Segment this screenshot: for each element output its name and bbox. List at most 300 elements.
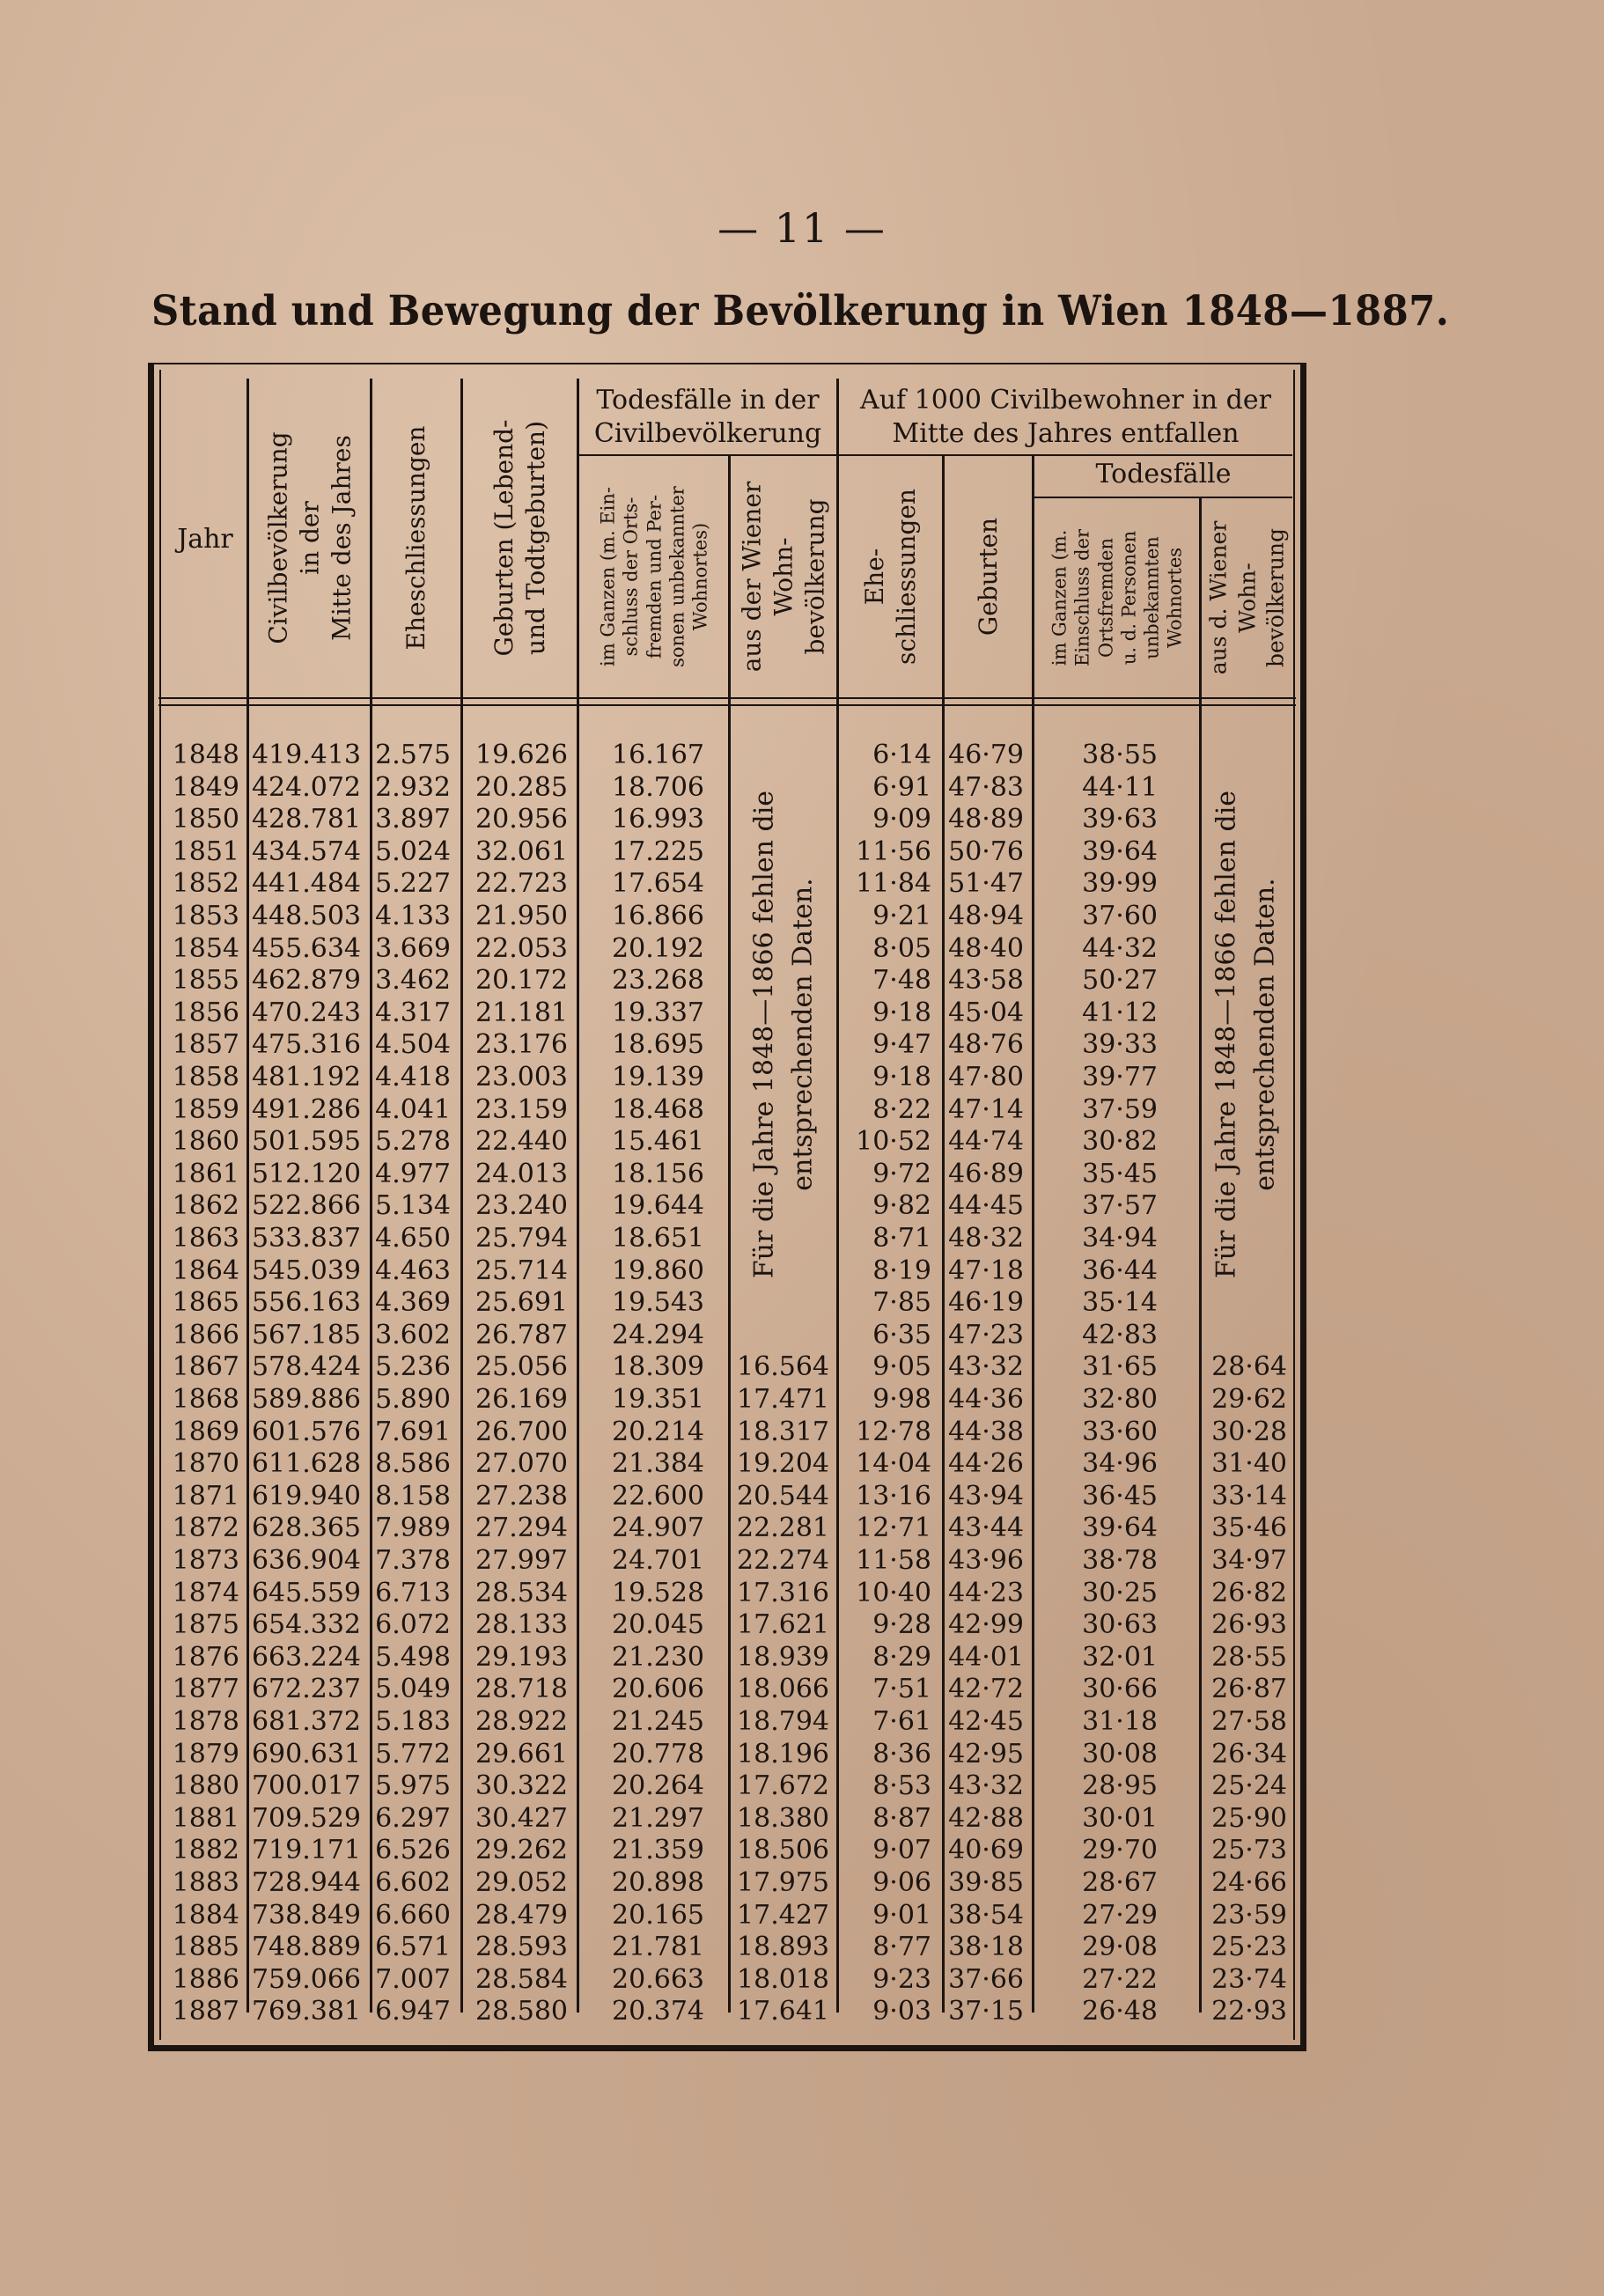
cell-rate-tod-ganzen: 35·14 (1082, 1287, 1158, 1319)
cell-rate-ehe: 7·48 (872, 965, 931, 997)
header-rtg-line4: u. d. Personen (1117, 530, 1139, 666)
cell-eheschliessungen: 4.504 (375, 1029, 451, 1061)
cell-rate-ehe: 9·05 (872, 1351, 931, 1383)
header-civil-line2: in der (294, 501, 324, 575)
cell-todesfaelle-ganzen: 20.214 (612, 1416, 704, 1447)
cell-rate-geburten: 44·23 (948, 1577, 1024, 1608)
cell-todesfaelle-wiener: 16.564 (737, 1351, 829, 1383)
cell-rate-ehe: 9·28 (872, 1609, 931, 1641)
cell-jahr: 1887 (172, 1996, 239, 2027)
cell-jahr: 1865 (172, 1287, 239, 1319)
cell-rate-tod-ganzen: 35·45 (1082, 1158, 1158, 1189)
cell-rate-tod-wiener: 35·46 (1211, 1512, 1287, 1544)
cell-rate-tod-ganzen: 30·63 (1082, 1609, 1158, 1641)
cell-rate-geburten: 46·89 (948, 1158, 1024, 1189)
cell-civilbevoelkerung: 434.574 (251, 835, 361, 867)
cell-jahr: 1870 (172, 1448, 239, 1480)
header-rtg-line1: im Ganzen (m. (1048, 529, 1070, 666)
cell-jahr: 1886 (172, 1963, 239, 1995)
cell-todesfaelle-ganzen: 17.225 (612, 835, 704, 867)
cell-rate-ehe: 12·71 (856, 1512, 931, 1544)
cell-eheschliessungen: 2.932 (375, 771, 451, 803)
cell-rate-ehe: 8·22 (872, 1093, 931, 1125)
cell-eheschliessungen: 5.772 (375, 1738, 451, 1770)
cell-todesfaelle-ganzen: 19.351 (612, 1384, 704, 1415)
cell-rate-tod-ganzen: 39·64 (1082, 835, 1158, 867)
cell-geburten: 22.723 (475, 868, 568, 900)
cell-rate-tod-ganzen: 30·01 (1082, 1802, 1158, 1834)
cell-rate-ehe: 10·40 (856, 1577, 931, 1608)
header-todesfaelle-line2: Civilbevölkerung (593, 417, 822, 449)
cell-rate-tod-wiener: 23·74 (1211, 1963, 1287, 1995)
cell-rate-ehe: 13·16 (856, 1480, 931, 1512)
cell-civilbevoelkerung: 611.628 (251, 1448, 361, 1480)
cell-jahr: 1885 (172, 1932, 239, 1963)
cell-todesfaelle-ganzen: 21.230 (612, 1641, 704, 1673)
cell-todesfaelle-ganzen: 17.654 (612, 868, 704, 900)
header-r-geburten (945, 458, 1032, 695)
cell-eheschliessungen: 8.158 (375, 1480, 451, 1512)
cell-rate-tod-ganzen: 33·60 (1082, 1416, 1158, 1447)
header-bottom-rule-1 (158, 697, 1296, 699)
header-tg-line4: sonen unbekannter (666, 486, 688, 667)
cell-rate-ehe: 11·84 (856, 868, 931, 900)
page-number: — 11 — (717, 204, 887, 252)
cell-jahr: 1854 (172, 932, 239, 964)
cell-jahr: 1859 (172, 1093, 239, 1125)
cell-geburten: 28.479 (475, 1899, 568, 1931)
cell-rate-ehe: 9·06 (872, 1867, 931, 1898)
cell-civilbevoelkerung: 672.237 (251, 1674, 361, 1705)
cell-todesfaelle-ganzen: 21.297 (612, 1802, 704, 1834)
cell-eheschliessungen: 7.007 (375, 1963, 451, 1995)
cell-todesfaelle-ganzen: 23.268 (612, 965, 704, 997)
header-geburten (463, 380, 577, 695)
cell-civilbevoelkerung: 533.837 (251, 1223, 361, 1254)
cell-geburten: 29.193 (475, 1641, 568, 1673)
cell-rate-tod-ganzen: 42·83 (1082, 1319, 1158, 1350)
cell-geburten: 25.056 (475, 1351, 568, 1383)
cell-rate-tod-ganzen: 39·64 (1082, 1512, 1158, 1544)
cell-todesfaelle-ganzen: 21.781 (612, 1932, 704, 1963)
cell-eheschliessungen: 5.024 (375, 835, 451, 867)
header-rtw-line1: aus d. Wiener (1204, 520, 1231, 675)
cell-rate-tod-ganzen: 34·96 (1082, 1448, 1158, 1480)
cell-todesfaelle-ganzen: 18.651 (612, 1223, 704, 1254)
header-geburten-text (489, 419, 552, 656)
cell-civilbevoelkerung: 578.424 (251, 1351, 361, 1383)
cell-rate-tod-wiener: 26·82 (1211, 1577, 1287, 1608)
header-per1000-line1: Auf 1000 Civilbewohner in der (860, 385, 1271, 416)
header-tg-line5: Wohnortes) (688, 522, 710, 631)
cell-eheschliessungen: 6.660 (375, 1899, 451, 1931)
header-jahr: Jahr (177, 524, 233, 555)
cell-rate-tod-ganzen: 30·82 (1082, 1126, 1158, 1158)
cell-rate-geburten: 44·74 (948, 1126, 1024, 1158)
cell-eheschliessungen: 6.072 (375, 1609, 451, 1641)
cell-rate-geburten: 48·89 (948, 804, 1024, 835)
cell-civilbevoelkerung: 424.072 (251, 771, 361, 803)
cell-todesfaelle-ganzen: 21.384 (612, 1448, 704, 1480)
cell-jahr: 1873 (172, 1545, 239, 1576)
cell-geburten: 29.052 (475, 1867, 568, 1898)
cell-eheschliessungen: 7.691 (375, 1416, 451, 1447)
cell-rate-geburten: 43·58 (948, 965, 1024, 997)
cell-geburten: 28.534 (475, 1577, 568, 1608)
cell-rate-geburten: 47·23 (948, 1319, 1024, 1350)
cell-geburten: 23.240 (475, 1190, 568, 1222)
cell-todesfaelle-ganzen: 19.139 (612, 1062, 704, 1093)
cell-eheschliessungen: 6.602 (375, 1867, 451, 1898)
cell-rate-geburten: 46·19 (948, 1287, 1024, 1319)
cell-rate-geburten: 43·32 (948, 1770, 1024, 1802)
cell-rate-geburten: 37·15 (948, 1996, 1024, 2027)
header-r-ehe (839, 458, 942, 695)
cell-jahr: 1867 (172, 1351, 239, 1383)
cell-jahr: 1856 (172, 997, 239, 1028)
cell-todesfaelle-ganzen: 24.294 (612, 1319, 704, 1350)
note-right-line2: entsprechenden Daten. (1249, 878, 1280, 1191)
cell-todesfaelle-ganzen: 20.165 (612, 1899, 704, 1931)
cell-geburten: 28.584 (475, 1963, 568, 1995)
cell-todesfaelle-ganzen: 20.264 (612, 1770, 704, 1802)
cell-geburten: 28.133 (475, 1609, 568, 1641)
note-right-line1: Für die Jahre 1848—1866 fehlen die (1210, 790, 1242, 1279)
cell-todesfaelle-ganzen: 20.192 (612, 932, 704, 964)
cell-todesfaelle-wiener: 19.204 (737, 1448, 829, 1480)
cell-rate-ehe: 11·58 (856, 1545, 931, 1576)
cell-civilbevoelkerung: 589.886 (251, 1384, 361, 1415)
header-tg-line2: schluss der Orts- (620, 497, 642, 657)
cell-todesfaelle-wiener: 18.196 (737, 1738, 829, 1770)
cell-eheschliessungen: 5.227 (375, 868, 451, 900)
cell-civilbevoelkerung: 690.631 (251, 1738, 361, 1770)
cell-jahr: 1861 (172, 1158, 239, 1189)
cell-geburten: 21.950 (475, 901, 568, 931)
cell-eheschliessungen: 4.463 (375, 1255, 451, 1286)
cell-rate-tod-wiener: 25·90 (1211, 1802, 1287, 1834)
cell-todesfaelle-ganzen: 19.337 (612, 997, 704, 1028)
cell-eheschliessungen: 4.041 (375, 1093, 451, 1125)
cell-civilbevoelkerung: 545.039 (251, 1255, 361, 1286)
cell-civilbevoelkerung: 448.503 (251, 901, 361, 931)
cell-eheschliessungen: 3.669 (375, 932, 451, 964)
cell-eheschliessungen: 7.989 (375, 1512, 451, 1544)
col-rule-9 (1199, 498, 1202, 2013)
cell-todesfaelle-ganzen: 15.461 (612, 1126, 704, 1158)
cell-jahr: 1882 (172, 1835, 239, 1866)
cell-rate-ehe: 9·01 (872, 1899, 931, 1931)
cell-civilbevoelkerung: 663.224 (251, 1641, 361, 1673)
cell-rate-geburten: 44·45 (948, 1190, 1024, 1222)
cell-eheschliessungen: 4.418 (375, 1062, 451, 1093)
cell-jahr: 1869 (172, 1416, 239, 1447)
cell-jahr: 1850 (172, 804, 239, 835)
cell-rate-geburten: 44·26 (948, 1448, 1024, 1480)
cell-todesfaelle-ganzen: 20.606 (612, 1674, 704, 1705)
cell-civilbevoelkerung: 512.120 (251, 1158, 361, 1189)
header-tw-line3: bevölkerung (799, 498, 829, 655)
cell-geburten: 20.285 (475, 771, 568, 803)
cell-rate-ehe: 9·47 (872, 1029, 931, 1061)
cell-jahr: 1848 (172, 740, 239, 770)
cell-rate-tod-wiener: 26·87 (1211, 1674, 1287, 1705)
cell-todesfaelle-ganzen: 22.600 (612, 1480, 704, 1512)
cell-eheschliessungen: 4.317 (375, 997, 451, 1028)
cell-civilbevoelkerung: 419.413 (251, 740, 361, 770)
cell-rate-ehe: 11·56 (856, 835, 931, 867)
header-r-tod-ganzen (1034, 500, 1199, 695)
header-r-tod-wiener-text (1204, 521, 1291, 675)
cell-civilbevoelkerung: 769.381 (251, 1996, 361, 2027)
cell-geburten: 28.593 (475, 1932, 568, 1963)
cell-rate-ehe: 8·19 (872, 1255, 931, 1286)
cell-rate-geburten: 43·96 (948, 1545, 1024, 1576)
cell-todesfaelle-wiener: 20.544 (737, 1480, 829, 1512)
cell-rate-tod-ganzen: 41·12 (1082, 997, 1158, 1028)
header-r-ehe-line2: schliessungen (891, 489, 921, 665)
cell-todesfaelle-ganzen: 18.695 (612, 1029, 704, 1061)
cell-rate-tod-ganzen: 31·65 (1082, 1351, 1158, 1383)
cell-todesfaelle-wiener: 17.471 (737, 1384, 829, 1415)
cell-rate-tod-ganzen: 34·94 (1082, 1223, 1158, 1254)
cell-rate-tod-ganzen: 29·70 (1082, 1835, 1158, 1866)
cell-todesfaelle-ganzen: 21.359 (612, 1835, 704, 1866)
cell-todesfaelle-ganzen: 24.701 (612, 1545, 704, 1576)
cell-todesfaelle-ganzen: 18.156 (612, 1158, 704, 1189)
cell-geburten: 19.626 (475, 740, 568, 770)
header-todesfaelle-ganzen-text (596, 486, 711, 667)
header-eheschliessungen (372, 380, 460, 695)
header-rtg-line6: Wohnortes (1164, 547, 1185, 649)
cell-rate-ehe: 7·51 (872, 1674, 931, 1705)
cell-eheschliessungen: 8.586 (375, 1448, 451, 1480)
cell-civilbevoelkerung: 501.595 (251, 1126, 361, 1158)
cell-rate-ehe: 9·09 (872, 804, 931, 835)
cell-civilbevoelkerung: 619.940 (251, 1480, 361, 1512)
cell-eheschliessungen: 3.602 (375, 1319, 451, 1350)
cell-geburten: 28.718 (475, 1674, 568, 1705)
cell-todesfaelle-wiener: 18.794 (737, 1706, 829, 1737)
cell-rate-tod-ganzen: 36·44 (1082, 1255, 1158, 1286)
cell-eheschliessungen: 2.575 (375, 740, 451, 770)
cell-rate-tod-ganzen: 39·33 (1082, 1029, 1158, 1061)
cell-rate-tod-wiener: 33·14 (1211, 1480, 1287, 1512)
cell-jahr: 1871 (172, 1480, 239, 1512)
cell-rate-geburten: 46·79 (948, 740, 1024, 770)
cell-rate-tod-ganzen: 32·01 (1082, 1641, 1158, 1673)
cell-todesfaelle-ganzen: 18.309 (612, 1351, 704, 1383)
cell-jahr: 1857 (172, 1029, 239, 1061)
cell-geburten: 25.714 (475, 1255, 568, 1286)
cell-todesfaelle-wiener: 18.018 (737, 1963, 829, 1995)
cell-rate-ehe: 9·07 (872, 1835, 931, 1866)
cell-rate-ehe: 10·52 (856, 1126, 931, 1158)
cell-rate-tod-wiener: 28·55 (1211, 1641, 1287, 1673)
cell-rate-ehe: 8·36 (872, 1738, 931, 1770)
cell-rate-tod-ganzen: 28·67 (1082, 1867, 1158, 1898)
cell-rate-geburten: 47·18 (948, 1255, 1024, 1286)
cell-todesfaelle-wiener: 17.621 (737, 1609, 829, 1641)
cell-jahr: 1849 (172, 771, 239, 803)
cell-rate-tod-wiener: 27·58 (1211, 1706, 1287, 1737)
cell-rate-ehe: 6·91 (872, 771, 931, 803)
cell-jahr: 1858 (172, 1062, 239, 1093)
cell-eheschliessungen: 7.378 (375, 1545, 451, 1576)
cell-rate-geburten: 47·83 (948, 771, 1024, 803)
cell-jahr: 1881 (172, 1802, 239, 1834)
cell-geburten: 25.794 (475, 1223, 568, 1254)
cell-jahr: 1862 (172, 1190, 239, 1222)
cell-rate-geburten: 37·66 (948, 1963, 1024, 1995)
rule-under-per1000-group (836, 454, 1292, 456)
cell-rate-geburten: 42·88 (948, 1802, 1024, 1834)
cell-civilbevoelkerung: 709.529 (251, 1802, 361, 1834)
cell-rate-geburten: 43·94 (948, 1480, 1024, 1512)
header-tg-line3: fremden und Per- (643, 494, 665, 659)
cell-rate-geburten: 48·94 (948, 901, 1024, 931)
cell-geburten: 25.691 (475, 1287, 568, 1319)
cell-civilbevoelkerung: 556.163 (251, 1287, 361, 1319)
cell-todesfaelle-wiener: 22.281 (737, 1512, 829, 1544)
cell-rate-tod-ganzen: 44·11 (1082, 771, 1158, 803)
cell-civilbevoelkerung: 700.017 (251, 1770, 361, 1802)
cell-civilbevoelkerung: 470.243 (251, 997, 361, 1028)
cell-rate-tod-wiener: 23·59 (1211, 1899, 1287, 1931)
header-r-tod-ganzen-text (1048, 529, 1187, 666)
cell-todesfaelle-ganzen: 21.245 (612, 1706, 704, 1737)
header-r-tod-wiener (1202, 500, 1292, 695)
cell-geburten: 30.322 (475, 1770, 568, 1802)
cell-eheschliessungen: 5.183 (375, 1706, 451, 1737)
cell-civilbevoelkerung: 567.185 (251, 1319, 361, 1350)
cell-rate-tod-wiener: 30·28 (1211, 1416, 1287, 1447)
cell-rate-ehe: 8·87 (872, 1802, 931, 1834)
cell-rate-tod-ganzen: 38·78 (1082, 1545, 1158, 1576)
cell-todesfaelle-ganzen: 19.644 (612, 1190, 704, 1222)
cell-eheschliessungen: 5.049 (375, 1674, 451, 1705)
cell-rate-geburten: 44·38 (948, 1416, 1024, 1447)
cell-todesfaelle-wiener: 22.274 (737, 1545, 829, 1576)
cell-rate-ehe: 8·77 (872, 1932, 931, 1963)
cell-rate-tod-ganzen: 50·27 (1082, 965, 1158, 997)
cell-geburten: 27.070 (475, 1448, 568, 1480)
cell-todesfaelle-wiener: 17.316 (737, 1577, 829, 1608)
cell-todesfaelle-ganzen: 18.706 (612, 771, 704, 803)
header-rtg-line3: Ortsfremden (1094, 537, 1116, 659)
cell-rate-geburten: 42·95 (948, 1738, 1024, 1770)
cell-jahr: 1876 (172, 1641, 239, 1673)
cell-todesfaelle-ganzen: 19.543 (612, 1287, 704, 1319)
cell-rate-tod-ganzen: 37·59 (1082, 1093, 1158, 1125)
rule-under-todesfaelle-group (577, 454, 836, 456)
cell-rate-geburten: 42·45 (948, 1706, 1024, 1737)
cell-geburten: 20.172 (475, 965, 568, 997)
cell-rate-ehe: 9·18 (872, 1062, 931, 1093)
header-eheschliessungen-text: Eheschliessungen (401, 425, 431, 651)
cell-rate-tod-wiener: 28·64 (1211, 1351, 1287, 1383)
cell-todesfaelle-wiener: 17.427 (737, 1899, 829, 1931)
note-missing-right (1208, 791, 1284, 1278)
header-todesfaelle-line1: Todesfälle in der (596, 385, 820, 416)
cell-rate-tod-ganzen: 30·25 (1082, 1577, 1158, 1608)
header-civilbevoelkerung-text (262, 431, 357, 644)
header-civil-line3: Mitte des Jahres (326, 435, 356, 641)
cell-jahr: 1860 (172, 1126, 239, 1158)
cell-todesfaelle-wiener: 18.317 (737, 1416, 829, 1447)
header-tg-line1: im Ganzen (m. Ein- (596, 487, 618, 666)
cell-rate-ehe: 9·72 (872, 1158, 931, 1189)
cell-eheschliessungen: 3.897 (375, 804, 451, 835)
cell-rate-geburten: 51·47 (948, 868, 1024, 900)
header-rtg-line2: Einschluss der (1071, 528, 1093, 667)
cell-rate-tod-ganzen: 36·45 (1082, 1480, 1158, 1512)
cell-rate-tod-wiener: 29·62 (1211, 1384, 1287, 1415)
cell-rate-tod-wiener: 25·23 (1211, 1932, 1287, 1963)
cell-todesfaelle-ganzen: 20.045 (612, 1609, 704, 1641)
cell-eheschliessungen: 5.278 (375, 1126, 451, 1158)
cell-rate-tod-ganzen: 32·80 (1082, 1384, 1158, 1415)
cell-jahr: 1855 (172, 965, 239, 997)
cell-todesfaelle-wiener: 18.380 (737, 1802, 829, 1834)
cell-rate-tod-ganzen: 26·48 (1082, 1996, 1158, 2027)
cell-rate-geburten: 47·14 (948, 1093, 1024, 1125)
page-title: Stand und Bewegung der Bevölkerung in Wien 1848—1887. (151, 287, 1450, 335)
cell-civilbevoelkerung: 601.576 (251, 1416, 361, 1447)
cell-civilbevoelkerung: 748.889 (251, 1932, 361, 1963)
cell-civilbevoelkerung: 645.559 (251, 1577, 361, 1608)
cell-eheschliessungen: 6.526 (375, 1835, 451, 1866)
note-left-line2: entsprechenden Daten. (787, 878, 818, 1191)
header-tw-line2: Wohn- (769, 537, 798, 616)
cell-geburten: 24.013 (475, 1158, 568, 1189)
cell-rate-tod-wiener: 24·66 (1211, 1867, 1287, 1898)
cell-geburten: 23.176 (475, 1029, 568, 1061)
cell-rate-geburten: 42·99 (948, 1609, 1024, 1641)
cell-rate-geburten: 42·72 (948, 1674, 1024, 1705)
cell-rate-geburten: 43·32 (948, 1351, 1024, 1383)
cell-rate-geburten: 47·80 (948, 1062, 1024, 1093)
cell-eheschliessungen: 5.890 (375, 1384, 451, 1415)
cell-rate-tod-ganzen: 39·77 (1082, 1062, 1158, 1093)
cell-rate-ehe: 12·78 (856, 1416, 931, 1447)
cell-todesfaelle-ganzen: 20.778 (612, 1738, 704, 1770)
cell-rate-ehe: 8·53 (872, 1770, 931, 1802)
header-civilbevoelkerung (249, 380, 370, 695)
cell-civilbevoelkerung: 522.866 (251, 1190, 361, 1222)
cell-todesfaelle-ganzen: 16.167 (612, 740, 704, 770)
cell-geburten: 26.787 (475, 1319, 568, 1350)
cell-geburten: 30.427 (475, 1802, 568, 1834)
cell-rate-tod-wiener: 31·40 (1211, 1448, 1287, 1480)
cell-todesfaelle-ganzen: 20.374 (612, 1996, 704, 2027)
header-r-ehe-text (859, 489, 923, 665)
cell-todesfaelle-ganzen: 18.468 (612, 1093, 704, 1125)
header-civil-line1: Civilbevölkerung (262, 431, 292, 644)
cell-rate-tod-ganzen: 44·32 (1082, 932, 1158, 964)
header-todesfaelle-wiener (731, 458, 836, 695)
cell-rate-ehe: 8·71 (872, 1223, 931, 1254)
header-geburten-line1: Geburten (Lebend- (489, 419, 519, 657)
cell-todesfaelle-wiener: 18.506 (737, 1835, 829, 1866)
cell-civilbevoelkerung: 428.781 (251, 804, 361, 835)
cell-rate-ehe: 7·85 (872, 1287, 931, 1319)
cell-jahr: 1866 (172, 1319, 239, 1350)
cell-rate-ehe: 8·05 (872, 932, 931, 964)
cell-jahr: 1878 (172, 1706, 239, 1737)
cell-civilbevoelkerung: 636.904 (251, 1545, 361, 1576)
cell-rate-tod-ganzen: 39·99 (1082, 868, 1158, 900)
